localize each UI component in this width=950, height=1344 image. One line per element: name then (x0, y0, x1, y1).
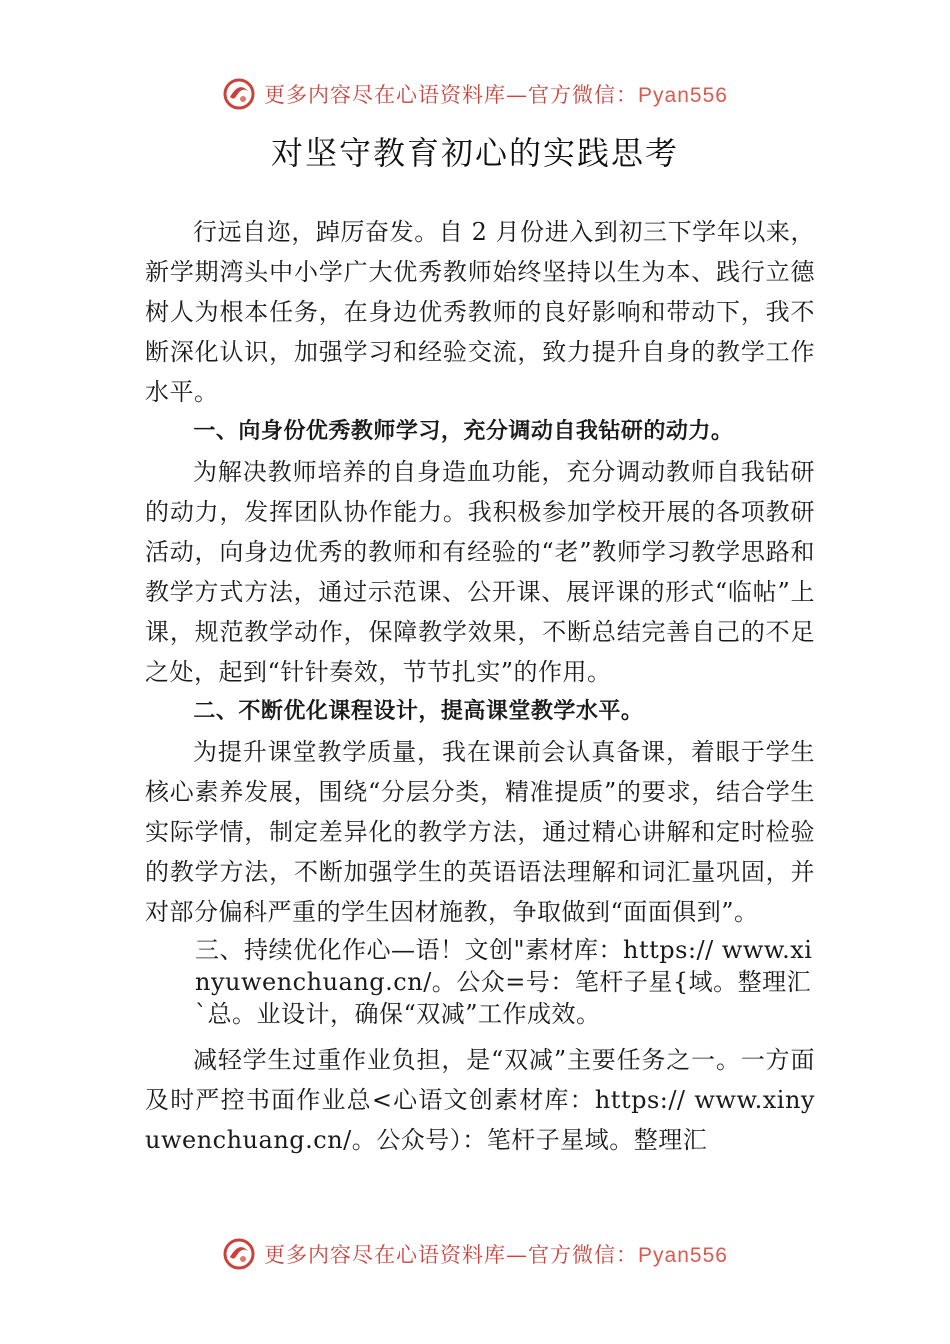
paragraph-intro: 行远自迩，踔厉奋发。自 2 月份进入到初三下学年以来，新学期湾头中小学广大优秀教师始终坚持以生为本、践行立德树人为根本任务，在身边优秀教师的良好影响和带动下，我不断深化认识，加强学习和经验交流，致力提升自身的教学工作水平。 (145, 218, 815, 406)
paragraph-section-2: 为提升课堂教学质量，我在课前会认真备课，着眼于学生核心素养发展，围绕“分层分类，精准提质”的要求，结合学生实际学情，制定差异化的教学方法，通过精心讲解和定时检验的教学方法，不断加强学生的英语语法理解和词汇量巩固，并对部分偏科严重的学生因材施教，争取做到“面面俱到”。 (145, 738, 815, 926)
section-heading-3: 三、持续优化作心—语！文创"素材库：https:// www.xinyuwenchuang.cn/。公众=号：笔杆子星{域。整理汇`总。业设计，确保“双减”工作成效。 (195, 936, 813, 1028)
red-swirl-logo-icon (222, 77, 256, 111)
paragraph-section-3: 减轻学生过重作业负担，是“双减”主要任务之一。一方面及时严控书面作业总<心语文创素材库：https:// www.xinyuwenchuang.cn/。公众号）：笔杆子星域。整理汇 (145, 1046, 815, 1154)
section-heading-2: 二、不断优化课程设计，提高课堂教学水平。 (193, 699, 644, 724)
banner-label: 更多内容尽在心语资料库—官方微信： (264, 83, 639, 107)
banner-wechat-id: Pyan556 (638, 84, 728, 107)
document-title: 对坚守教育初心的实践思考 (270, 134, 679, 172)
header-banner (0, 72, 950, 116)
banner-text (264, 1239, 728, 1269)
banner-wechat-id: Pyan556 (638, 1244, 728, 1267)
banner-text (264, 79, 728, 109)
paragraph-section-1: 为解决教师培养的自身造血功能，充分调动教师自我钻研的动力，发挥团队协作能力。我积极参加学校开展的各项教研活动，向身边优秀的教师和有经验的“老”教师学习教学思路和教学方式方法，通过示范课、公开课、展评课的形式“临帖”上课，规范教学动作，保障教学效果，不断总结完善自己的不足之处，起到“针针奏效，节节扎实”的作用。 (145, 458, 815, 686)
banner-label: 更多内容尽在心语资料库—官方微信： (264, 1243, 639, 1267)
red-swirl-logo-icon (222, 1237, 256, 1271)
section-heading-1: 一、向身份优秀教师学习，充分调动自我钻研的动力。 (193, 419, 734, 444)
footer-banner (0, 1232, 950, 1276)
document-body (145, 212, 815, 1160)
